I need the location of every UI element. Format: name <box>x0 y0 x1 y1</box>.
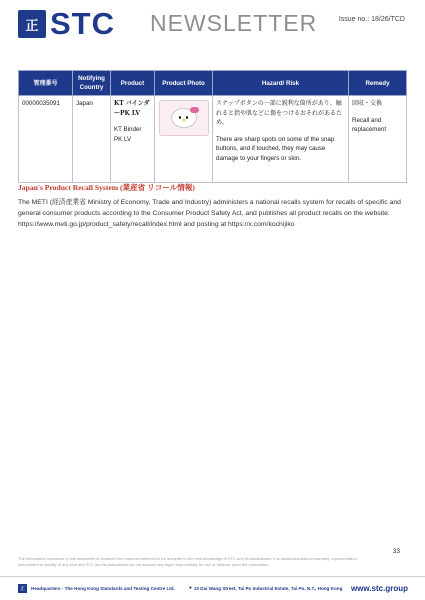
header-notifying-country: Notifying Country <box>73 71 111 96</box>
newsletter-title: NEWSLETTER <box>150 10 318 36</box>
bow-icon <box>190 107 199 113</box>
section-title: Japan's Product Recall System (業産省 リコール情報) <box>18 183 195 192</box>
stc-logo-text: STC <box>50 6 115 41</box>
remedy-text-jp: 回収・交換 <box>352 100 383 107</box>
stc-logo-mark: 正 <box>18 10 46 38</box>
footer-logo-icon: 正 <box>19 585 25 592</box>
disclaimer: The information contained in this newsletter is obtained from sources believed to be accurate to the best knowledge of STC and its subsidiaries. It is distributed without warranty, representation, inducement or liability of any kind and STC and its subsidiaries do not assume any legal responsibility for use or reliance upon the information. <box>18 556 358 567</box>
cell-remedy <box>349 96 407 183</box>
recall-table <box>18 70 407 183</box>
product-name-en: KT Binder PK LV <box>114 126 142 143</box>
product-photo <box>159 100 209 136</box>
section-body: The METI (経済産業省 Ministry of Economy, Trade and Industry) administers a national recalls system for recalls of specific and general consumer products according to the Consumer Product Safety Act, and publishes all product recalls on the website: https://www.meti.go.jp/product_safety/recall/index.html and posting at https://x.com/kochijiko <box>18 199 401 228</box>
table-header-row <box>19 71 407 96</box>
header-product-photo: Product Photo <box>155 71 213 96</box>
table-row <box>19 96 407 183</box>
cell-hazard <box>213 96 349 183</box>
issue-number: Issue no.: 18/26/TCD <box>338 16 405 23</box>
remedy-text-en: Recall and replacement <box>352 116 387 133</box>
product-name-jp: KT バインダーPK LV <box>114 100 150 117</box>
hazard-text-jp: スナップボタンの一部に鋭利な箇所があり、触れると指や肌などに傷をつけるおそれがあるため。 <box>216 100 343 126</box>
cell-photo <box>155 96 213 183</box>
page-number: 33 <box>392 548 400 555</box>
header-product: Product <box>111 71 155 96</box>
hq-label: Headquarters - The Hong Kong Standards and Testing Centre Ltd. <box>31 585 175 591</box>
header-hazard-risk: Hazard/ Risk <box>213 71 349 96</box>
header-management-no: 管理番号 <box>19 71 73 96</box>
cell-product <box>111 96 155 183</box>
website-link[interactable]: www.stc.group <box>350 583 408 593</box>
footer <box>18 582 408 594</box>
footer-divider <box>0 576 425 577</box>
cell-country: Japan <box>73 96 111 183</box>
kitty-face-icon <box>171 108 197 128</box>
header-remedy: Remedy <box>349 71 407 96</box>
location-pin-icon: ● <box>188 585 192 591</box>
hazard-text-en: There are sharp spots on some of the snap buttons, and if touched, they may cause damage to your fingers or skin. <box>216 135 335 162</box>
cell-id: 00000035091 <box>19 96 73 183</box>
hq-address: 10 Dai Wang Street, Tai Po Industrial Estate, Tai Po, N.T., Hong Kong <box>193 585 343 591</box>
